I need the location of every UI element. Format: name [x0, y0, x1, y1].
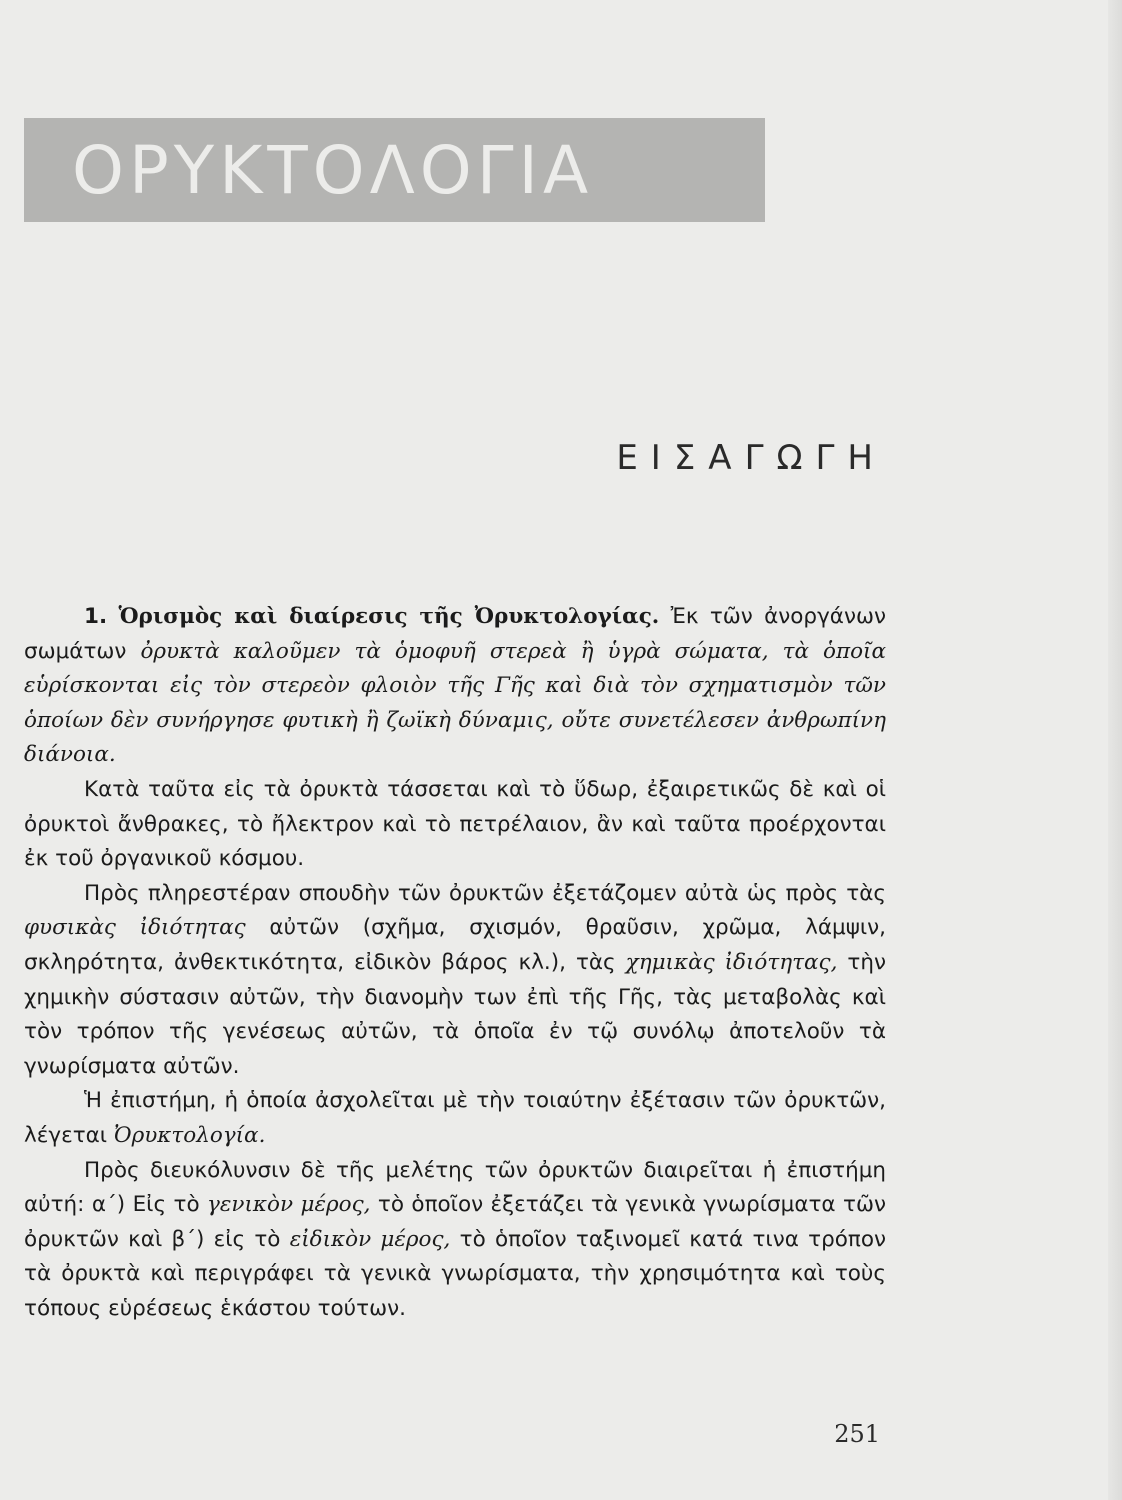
italic-span: εἰδικὸν μέρος, [289, 1226, 451, 1252]
text-span: τὸ ὁποῖον ἐξετάζει τὰ γενικὰ γνωρίσματα τῶν ὀρυκτῶν καὶ β΄) εἰς τὸ [24, 1192, 886, 1252]
paragraph-definition [24, 600, 886, 773]
paragraph-water-coal: Κατὰ ταῦτα εἰς τὰ ὀρυκτὰ τάσσεται καὶ τὸ ὕδωρ, ἐξαιρετικῶς δὲ καὶ οἱ ὀρυκτοὶ ἄνθρακες, τὸ ἤλεκτρον καὶ τὸ πετρέλαιον, ἂν καὶ ταῦτα προέρχονται ἐκ τοῦ ὀργανικοῦ κόσμου. [24, 776, 886, 872]
italic-span: Ὀρυκτολογία. [113, 1122, 266, 1148]
italic-span: γενικὸν μέρος, [207, 1192, 371, 1218]
body-text [24, 600, 886, 1326]
paragraph-science-name [24, 1084, 886, 1153]
text-span: Ἡ ἐπιστήμη, ἡ ὁποία ἀσχολεῖται μὲ τὴν τοιαύτην ἐξέτασιν τῶν ὀρυκτῶν, λέγεται [24, 1088, 886, 1148]
paragraph-italic-text: ὀρυκτὰ καλοῦμεν τὰ ὁμοφυῆ στερεὰ ἢ ὑγρὰ σώματα, τὰ ὁποῖα εὑρίσκονται εἰς τὸν στερεὸν φλοιὸν τῆς Γῆς καὶ διὰ τὸν σχηματισμὸν τῶν ὁποίων δὲν συνήργησε φυτικὴ ἢ ζωϊκὴ δύναμις, οὔτε συνετέλεσεν ἀνθρωπίνη διάνοια. [24, 638, 886, 768]
text-span: τὸ ὁποῖον ταξινομεῖ κατά τινα τρόπον τὰ ὀρυκτὰ καὶ περιγράφει τὰ γενικὰ γνωρίσματα, τὴν χρησιμότητα καὶ τοὺς τόπους εὑρέσεως ἑκάστου τούτων. [24, 1226, 886, 1321]
text-span: Πρὸς διευκόλυνσιν δὲ τῆς μελέτης τῶν ὀρυκτῶν διαιρεῖται ἡ ἐπιστήμη αὐτή: α΄) Εἰς τὸ [24, 1157, 886, 1218]
paragraph-properties [24, 877, 886, 1085]
page-number: 251 [834, 1420, 880, 1448]
italic-span: φυσικὰς ἰδιότητας [24, 915, 246, 941]
chapter-title-band [24, 118, 765, 222]
italic-span: χημικὰς ἰδιότητας, [625, 949, 838, 975]
paragraph-number: 1. [84, 604, 108, 629]
text-span: τὴν χημικὴν σύστασιν αὐτῶν, τὴν διανομὴν των ἐπὶ τῆς Γῆς, τὰς μεταβολὰς καὶ τὸν τρόπον τῆς γενέσεως αὐτῶν, τὰ ὁποῖα ἐν τῷ συνόλῳ ἀποτελοῦν τὰ γνωρίσματα αὐτῶν. [24, 949, 887, 1079]
paragraph-heading: Ὁρισμὸς καὶ διαίρεσις τῆς Ὀρυκτολογίας. [118, 604, 660, 629]
paragraph-text: Ἐκ τῶν ἀνοργάνων σωμάτων [24, 604, 886, 664]
chapter-title: ΟΡΥΚΤΟΛΟΓΙΑ [72, 131, 594, 209]
text-span: Πρὸς πληρεστέραν σπουδὴν τῶν ὀρυκτῶν ἐξετάζομεν αὐτὰ ὡς πρὸς τὰς [84, 880, 886, 906]
section-heading: ΕΙΣΑΓΩΓΗ [616, 438, 886, 478]
paragraph-division [24, 1154, 886, 1327]
text-span: αὐτῶν (σχῆμα, σχισμόν, θραῦσιν, χρῶμα, λάμψιν, σκληρότητα, ἀνθεκτικότητα, εἰδικὸν βάρος κλ.), τὰς [24, 915, 887, 975]
page-edge-shadow [1108, 0, 1122, 1500]
